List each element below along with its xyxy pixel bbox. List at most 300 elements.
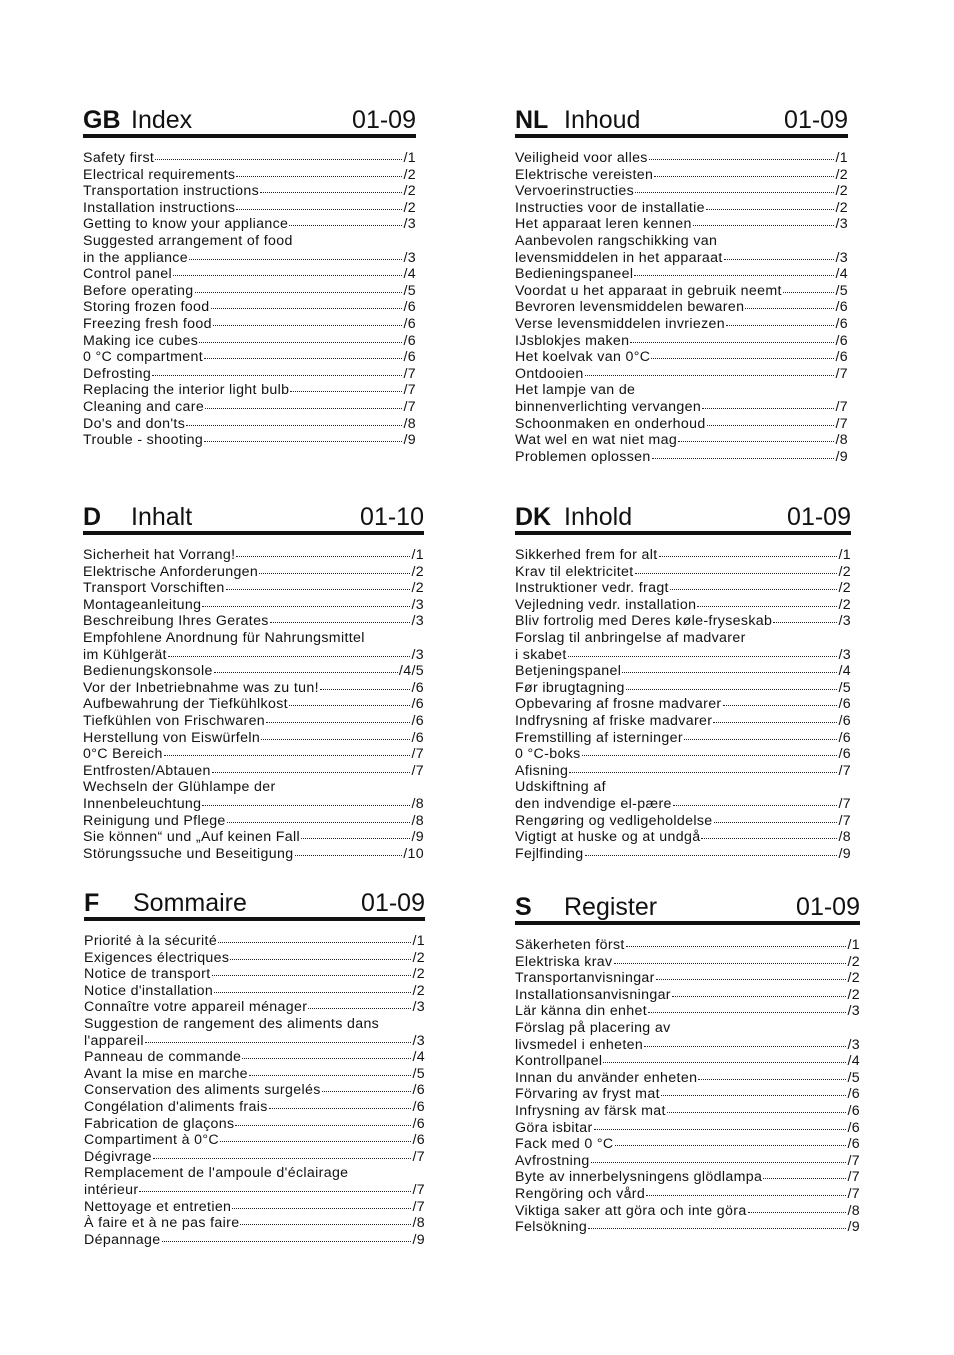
toc-entry bbox=[83, 432, 416, 449]
toc-entry-page: /7 bbox=[403, 382, 416, 399]
toc-entry-title: Bedieningspaneel bbox=[515, 266, 634, 283]
toc-entry-page: /3 bbox=[835, 249, 848, 266]
toc-entry-title: Installation instructions bbox=[83, 199, 236, 216]
toc-entry-page: /7 bbox=[847, 1185, 860, 1202]
toc-entry-title: Problemen oplossen bbox=[515, 448, 651, 465]
toc-entry-page: /2 bbox=[403, 199, 416, 216]
toc-entry bbox=[83, 663, 424, 680]
toc-entry bbox=[515, 1103, 860, 1120]
toc-entry bbox=[515, 183, 848, 200]
toc-entry bbox=[515, 846, 851, 863]
dot-leader bbox=[748, 1202, 847, 1213]
header-label bbox=[83, 503, 192, 531]
toc-entry-title: Dégivrage bbox=[84, 1148, 152, 1165]
toc-entry bbox=[83, 696, 424, 713]
section-page-range: 01-09 bbox=[784, 106, 848, 134]
toc-entry-page: /3 bbox=[847, 1003, 860, 1020]
toc-entry bbox=[84, 1033, 425, 1050]
toc-entry-title: Panneau de commande bbox=[84, 1049, 242, 1066]
dot-leader bbox=[585, 365, 835, 376]
toc-entry bbox=[83, 846, 424, 863]
toc-entry bbox=[83, 564, 424, 581]
dot-leader bbox=[204, 431, 402, 442]
toc-entry-title: 0 °C compartment bbox=[83, 349, 204, 366]
toc-entry-title: Schoonmaken en onderhoud bbox=[515, 415, 706, 432]
toc-entry-title: Rengøring og vedligeholdelse bbox=[515, 812, 713, 829]
section-header bbox=[84, 887, 425, 921]
dot-leader bbox=[684, 729, 838, 740]
toc-entry bbox=[83, 349, 416, 366]
toc-entry-page: /1 bbox=[403, 150, 416, 166]
toc-entry-title: Felsökning bbox=[515, 1219, 588, 1236]
toc-entry-title: Replacing the interior light bulb bbox=[83, 382, 290, 399]
dot-leader bbox=[630, 332, 834, 343]
toc-list bbox=[83, 547, 424, 862]
section-gb bbox=[83, 104, 416, 449]
toc-entry-title: Het apparaat leren kennen bbox=[515, 216, 692, 233]
toc-entry bbox=[515, 449, 848, 466]
toc-entry-page: /3 bbox=[838, 646, 851, 663]
toc-entry-title: Installationsanvisningar bbox=[515, 986, 671, 1003]
toc-entry-title: Byte av innerbelysningens glödlampa bbox=[515, 1169, 763, 1186]
toc-entry-page: /4 bbox=[403, 266, 416, 283]
toc-entry-title: Congélation d'aliments frais bbox=[84, 1098, 268, 1115]
toc-entry-page: /7 bbox=[835, 365, 848, 382]
toc-entry-title: in the appliance bbox=[83, 249, 188, 266]
dot-leader bbox=[698, 1069, 846, 1080]
toc-entry bbox=[83, 763, 424, 780]
toc-entry-page: /2 bbox=[412, 966, 425, 983]
toc-entry-title: Getting to know your appliance bbox=[83, 216, 289, 233]
toc-entry bbox=[84, 983, 425, 1000]
section-header bbox=[83, 501, 424, 535]
toc-entry-title: Störungssuche und Beseitigung bbox=[83, 845, 294, 862]
toc-entry bbox=[515, 366, 848, 383]
toc-entry-title: Aufbewahrung der Tiefkühlkost bbox=[83, 696, 288, 713]
toc-entry-page: /5 bbox=[838, 679, 851, 696]
toc-entry-title: Förvaring av fryst mat bbox=[515, 1086, 660, 1103]
toc-entry-page: /9 bbox=[412, 1231, 425, 1248]
dot-leader bbox=[591, 1152, 847, 1163]
dot-leader bbox=[189, 249, 402, 260]
toc-entry-page: /7 bbox=[847, 1169, 860, 1186]
toc-entry-title: Wat wel en wat niet mag bbox=[515, 432, 678, 449]
toc-entry-page: /2 bbox=[412, 949, 425, 966]
toc-entry bbox=[83, 730, 424, 747]
toc-entry bbox=[83, 382, 416, 399]
dot-leader bbox=[678, 431, 834, 442]
toc-entry-page: /4 bbox=[838, 663, 851, 680]
toc-entry-page: /6 bbox=[835, 299, 848, 316]
dot-leader bbox=[202, 795, 410, 806]
toc-entry-title: Viktiga saker att göra och inte göra bbox=[515, 1202, 747, 1219]
dot-leader bbox=[322, 1081, 412, 1092]
toc-entry-page: /2 bbox=[835, 166, 848, 183]
toc-entry-title: Kontrollpanel bbox=[515, 1053, 603, 1070]
toc-entry-title: 0 °C-boks bbox=[515, 746, 581, 763]
dot-leader bbox=[614, 953, 847, 964]
toc-entry bbox=[84, 1099, 425, 1116]
toc-entry-page: /3 bbox=[838, 613, 851, 630]
toc-entry-title: Opbevaring af frosne madvarer bbox=[515, 696, 722, 713]
toc-entry-title: Instructies voor de installatie bbox=[515, 199, 705, 216]
toc-entry-title: l'appareil bbox=[84, 1032, 144, 1049]
toc-entry-page: /8 bbox=[838, 829, 851, 846]
dot-leader bbox=[164, 745, 411, 756]
toc-entry-title: Vigtigt at huske og at undgå bbox=[515, 829, 701, 846]
toc-entry bbox=[515, 663, 851, 680]
toc-entry bbox=[515, 150, 848, 167]
toc-entry bbox=[515, 730, 851, 747]
toc-entry bbox=[515, 746, 851, 763]
toc-entry-page: /1 bbox=[838, 547, 851, 563]
toc-entry-page: /8 bbox=[412, 1215, 425, 1232]
toc-entry bbox=[515, 1020, 860, 1037]
dot-leader bbox=[173, 265, 403, 276]
toc-list bbox=[515, 150, 848, 465]
toc-entry-title: Empfohlene Anordnung für Nahrungsmittel bbox=[83, 629, 365, 646]
toc-entry bbox=[515, 233, 848, 250]
toc-entry bbox=[83, 200, 416, 217]
toc-entry-page: /7 bbox=[847, 1152, 860, 1169]
toc-entry bbox=[83, 167, 416, 184]
toc-entry bbox=[515, 349, 848, 366]
section-header bbox=[515, 891, 860, 925]
toc-entry-title: Suggestion de rangement des aliments dans bbox=[84, 1015, 380, 1032]
dot-leader bbox=[226, 579, 411, 590]
toc-entry-title: Defrosting bbox=[83, 365, 152, 382]
toc-entry bbox=[515, 813, 851, 830]
toc-entry-title: Vervoerinstructies bbox=[515, 183, 635, 200]
dot-leader bbox=[261, 729, 410, 740]
language-code: F bbox=[84, 889, 100, 917]
toc-entry bbox=[84, 1232, 425, 1249]
dot-leader bbox=[301, 828, 410, 839]
toc-entry-page: /3 bbox=[403, 249, 416, 266]
toc-entry-page: /3 bbox=[412, 1032, 425, 1049]
dot-leader bbox=[656, 969, 847, 980]
dot-leader bbox=[707, 415, 835, 426]
dot-leader bbox=[635, 182, 834, 193]
toc-entry-page: /6 bbox=[838, 696, 851, 713]
toc-entry-page: /2 bbox=[838, 596, 851, 613]
toc-entry-title: Avfrostning bbox=[515, 1152, 590, 1169]
dot-leader bbox=[622, 662, 837, 673]
toc-entry bbox=[83, 613, 424, 630]
toc-entry-page: /8 bbox=[847, 1202, 860, 1219]
toc-entry-title: i skabet bbox=[515, 646, 567, 663]
toc-entry bbox=[515, 200, 848, 217]
toc-entry-title: IJsblokjes maken bbox=[515, 332, 630, 349]
toc-entry-page: /7 bbox=[412, 1198, 425, 1215]
header-label bbox=[515, 106, 640, 134]
dot-leader bbox=[626, 679, 838, 690]
toc-entry-title: im Kühlgerät bbox=[83, 646, 167, 663]
toc-entry-page: /6 bbox=[847, 1086, 860, 1103]
language-code: S bbox=[515, 893, 532, 921]
toc-entry-title: Tiefkühlen von Frischwaren bbox=[83, 712, 266, 729]
toc-entry-title: Elektriska krav bbox=[515, 953, 613, 970]
toc-entry-page: /8 bbox=[411, 812, 424, 829]
toc-entry bbox=[515, 283, 848, 300]
toc-entry-title: Beschreibung Ihres Gerates bbox=[83, 613, 269, 630]
toc-entry-page: /9 bbox=[847, 1219, 860, 1236]
toc-entry-title: Storing frozen food bbox=[83, 299, 210, 316]
toc-list bbox=[83, 150, 416, 449]
toc-entry bbox=[515, 647, 851, 664]
toc-entry-title: Fejlfinding bbox=[515, 845, 584, 862]
toc-entry bbox=[83, 779, 424, 796]
dot-leader bbox=[211, 298, 403, 309]
toc-entry bbox=[515, 1053, 860, 1070]
toc-entry-page: /3 bbox=[847, 1036, 860, 1053]
toc-entry bbox=[515, 167, 848, 184]
toc-entry-title: Ontdooien bbox=[515, 365, 584, 382]
section-dk bbox=[515, 501, 851, 862]
toc-entry-page: /6 bbox=[411, 696, 424, 713]
dot-leader bbox=[724, 249, 835, 260]
toc-entry bbox=[515, 696, 851, 713]
toc-entry-title: Notice d'installation bbox=[84, 982, 214, 999]
dot-leader bbox=[220, 1131, 411, 1142]
toc-entry bbox=[515, 333, 848, 350]
toc-entry-title: Betjeningspanel bbox=[515, 663, 622, 680]
toc-entry bbox=[84, 1049, 425, 1066]
toc-entry bbox=[515, 630, 851, 647]
toc-list bbox=[84, 933, 425, 1248]
toc-entry-title: Innan du använder enheten bbox=[515, 1069, 698, 1086]
toc-entry-page: /6 bbox=[838, 729, 851, 746]
toc-entry-title: Voordat u het apparaat in gebruik neemt bbox=[515, 282, 782, 299]
toc-entry-title: Elektrische vereisten bbox=[515, 166, 654, 183]
toc-entry-title: Het koelvak van 0°C bbox=[515, 349, 651, 366]
dot-leader bbox=[723, 695, 838, 706]
toc-entry bbox=[83, 746, 424, 763]
dot-leader bbox=[204, 348, 402, 359]
dot-leader bbox=[626, 936, 847, 947]
dot-leader bbox=[155, 149, 402, 160]
section-header bbox=[515, 104, 848, 138]
toc-entry-page: /6 bbox=[847, 1119, 860, 1136]
toc-entry-title: Afisning bbox=[515, 762, 569, 779]
toc-entry-page: /8 bbox=[835, 432, 848, 449]
dot-leader bbox=[260, 182, 402, 193]
toc-entry-title: binnenverlichting vervangen bbox=[515, 398, 702, 415]
toc-entry bbox=[515, 432, 848, 449]
toc-entry bbox=[515, 250, 848, 267]
dot-leader bbox=[569, 762, 837, 773]
dot-leader bbox=[588, 1218, 846, 1229]
toc-entry-title: Control panel bbox=[83, 266, 172, 283]
toc-entry-page: /7 bbox=[412, 1148, 425, 1165]
dot-leader bbox=[654, 166, 834, 177]
toc-entry bbox=[83, 333, 416, 350]
dot-leader bbox=[670, 579, 838, 590]
dot-leader bbox=[667, 1102, 847, 1113]
toc-entry bbox=[83, 399, 416, 416]
toc-entry-page: /1 bbox=[411, 547, 424, 563]
toc-entry-page: /2 bbox=[412, 982, 425, 999]
dot-leader bbox=[308, 998, 411, 1009]
toc-entry bbox=[515, 970, 860, 987]
dot-leader bbox=[214, 662, 398, 673]
toc-entry-title: Fack med 0 °C bbox=[515, 1136, 614, 1153]
toc-entry-page: /9 bbox=[403, 432, 416, 449]
toc-entry bbox=[84, 966, 425, 983]
dot-leader bbox=[240, 1214, 411, 1225]
section-page-range: 01-09 bbox=[361, 889, 425, 917]
section-title: Register bbox=[564, 893, 658, 921]
toc-entry bbox=[515, 1003, 860, 1020]
dot-leader bbox=[195, 282, 403, 293]
toc-entry-page: /6 bbox=[411, 712, 424, 729]
toc-entry-title: Säkerheten först bbox=[515, 937, 625, 953]
toc-entry bbox=[83, 283, 416, 300]
toc-entry-title: Fabrication de glaçons bbox=[84, 1115, 235, 1132]
dot-leader bbox=[199, 332, 402, 343]
toc-entry bbox=[515, 1203, 860, 1220]
toc-entry-title: Connaître votre appareil ménager bbox=[84, 999, 308, 1016]
toc-entry-title: Nettoyage et entretien bbox=[84, 1198, 232, 1215]
toc-entry bbox=[84, 1149, 425, 1166]
language-code: DK bbox=[515, 503, 552, 531]
toc-entry-title: À faire et à ne pas faire bbox=[84, 1215, 240, 1232]
toc-entry-title: Krav til elektricitet bbox=[515, 563, 634, 580]
dot-leader bbox=[320, 679, 411, 690]
section-title: Inhold bbox=[564, 503, 633, 531]
toc-entry bbox=[84, 1066, 425, 1083]
toc-entry bbox=[515, 713, 851, 730]
toc-entry-title: Avant la mise en marche bbox=[84, 1065, 248, 1082]
toc-entry bbox=[83, 813, 424, 830]
toc-entry-page: /3 bbox=[411, 646, 424, 663]
toc-entry bbox=[83, 183, 416, 200]
toc-entry-page: /7 bbox=[838, 762, 851, 779]
toc-entry-page: /3 bbox=[411, 596, 424, 613]
toc-entry-title: Infrysning av färsk mat bbox=[515, 1102, 666, 1119]
dot-leader bbox=[186, 415, 402, 426]
toc-entry-title: intérieur bbox=[84, 1181, 139, 1198]
toc-entry-page: /7 bbox=[411, 746, 424, 763]
toc-entry-title: Sicherheit hat Vorrang! bbox=[83, 547, 236, 563]
toc-entry-page: /6 bbox=[411, 729, 424, 746]
toc-entry bbox=[515, 299, 848, 316]
toc-entry-title: livsmedel i enheten bbox=[515, 1036, 644, 1053]
toc-entry bbox=[83, 597, 424, 614]
toc-entry-page: /2 bbox=[403, 166, 416, 183]
section-title: Sommaire bbox=[133, 889, 247, 917]
toc-entry-page: /6 bbox=[835, 349, 848, 366]
toc-entry bbox=[83, 647, 424, 664]
dot-leader bbox=[646, 1185, 846, 1196]
toc-entry-title: Instruktioner vedr. fragt bbox=[515, 580, 669, 597]
dot-leader bbox=[213, 315, 403, 326]
toc-entry bbox=[84, 933, 425, 950]
dot-leader bbox=[270, 612, 411, 623]
section-page-range: 01-09 bbox=[352, 106, 416, 134]
toc-entry-title: Elektrische Anforderungen bbox=[83, 563, 259, 580]
toc-entry-page: /4/5 bbox=[398, 663, 424, 680]
toc-entry-page: /7 bbox=[835, 415, 848, 432]
toc-entry bbox=[515, 829, 851, 846]
dot-leader bbox=[242, 1048, 411, 1059]
toc-entry-title: Priorité à la sécurité bbox=[84, 933, 218, 949]
toc-entry bbox=[83, 299, 416, 316]
toc-entry-page: /1 bbox=[847, 937, 860, 953]
toc-entry bbox=[83, 547, 424, 564]
dot-leader bbox=[773, 612, 837, 623]
toc-entry bbox=[515, 1136, 860, 1153]
toc-entry-title: Conservation des aliments surgelés bbox=[84, 1082, 321, 1099]
dot-leader bbox=[236, 546, 410, 557]
toc-entry bbox=[515, 1169, 860, 1186]
dot-leader bbox=[661, 1085, 847, 1096]
dot-leader bbox=[713, 712, 837, 723]
header-label bbox=[515, 503, 632, 531]
toc-entry-page: /4 bbox=[835, 266, 848, 283]
toc-entry bbox=[515, 416, 848, 433]
toc-entry-page: /1 bbox=[412, 933, 425, 949]
toc-entry-page: /9 bbox=[835, 448, 848, 465]
toc-entry-page: /8 bbox=[411, 795, 424, 812]
toc-entry-title: Safety first bbox=[83, 150, 155, 166]
dot-leader bbox=[697, 596, 837, 607]
toc-entry-page: /6 bbox=[835, 332, 848, 349]
toc-entry-title: Göra isbitar bbox=[515, 1119, 593, 1136]
dot-leader bbox=[145, 1032, 412, 1043]
toc-entry bbox=[83, 680, 424, 697]
dot-leader bbox=[701, 828, 837, 839]
toc-list bbox=[515, 547, 851, 862]
dot-leader bbox=[295, 845, 403, 856]
toc-entry bbox=[515, 763, 851, 780]
dot-leader bbox=[651, 348, 834, 359]
section-s bbox=[515, 891, 860, 1236]
toc-entry-title: Bedienungskonsole bbox=[83, 663, 213, 680]
toc-entry bbox=[515, 597, 851, 614]
language-code: NL bbox=[515, 106, 549, 134]
toc-entry-title: Exigences électriques bbox=[84, 949, 230, 966]
dot-leader bbox=[649, 149, 835, 160]
toc-entry bbox=[515, 1086, 860, 1103]
dot-leader bbox=[236, 199, 402, 210]
dot-leader bbox=[603, 1052, 846, 1063]
toc-entry bbox=[84, 1182, 425, 1199]
toc-entry bbox=[515, 382, 848, 399]
toc-entry-page: /6 bbox=[847, 1136, 860, 1153]
toc-entry-page: /1 bbox=[835, 150, 848, 166]
toc-entry bbox=[515, 1037, 860, 1054]
section-nl bbox=[515, 104, 848, 465]
toc-entry-title: Do's and don'ts bbox=[83, 415, 186, 432]
dot-leader bbox=[212, 762, 411, 773]
section-header bbox=[83, 104, 416, 138]
toc-entry-title: Fremstilling af isterninger bbox=[515, 729, 683, 746]
dot-leader bbox=[706, 199, 835, 210]
toc-entry bbox=[515, 954, 860, 971]
toc-entry-page: /7 bbox=[838, 812, 851, 829]
toc-entry bbox=[515, 216, 848, 233]
section-page-range: 01-09 bbox=[787, 503, 851, 531]
toc-entry bbox=[83, 233, 416, 250]
toc-entry bbox=[515, 1120, 860, 1137]
toc-entry-title: Indfrysning af friske madvarer bbox=[515, 712, 713, 729]
toc-entry-page: /5 bbox=[847, 1069, 860, 1086]
dot-leader bbox=[289, 695, 411, 706]
header-label bbox=[515, 893, 657, 921]
toc-entry-title: Compartiment à 0°C bbox=[84, 1132, 219, 1149]
toc-entry-page: /7 bbox=[412, 1181, 425, 1198]
